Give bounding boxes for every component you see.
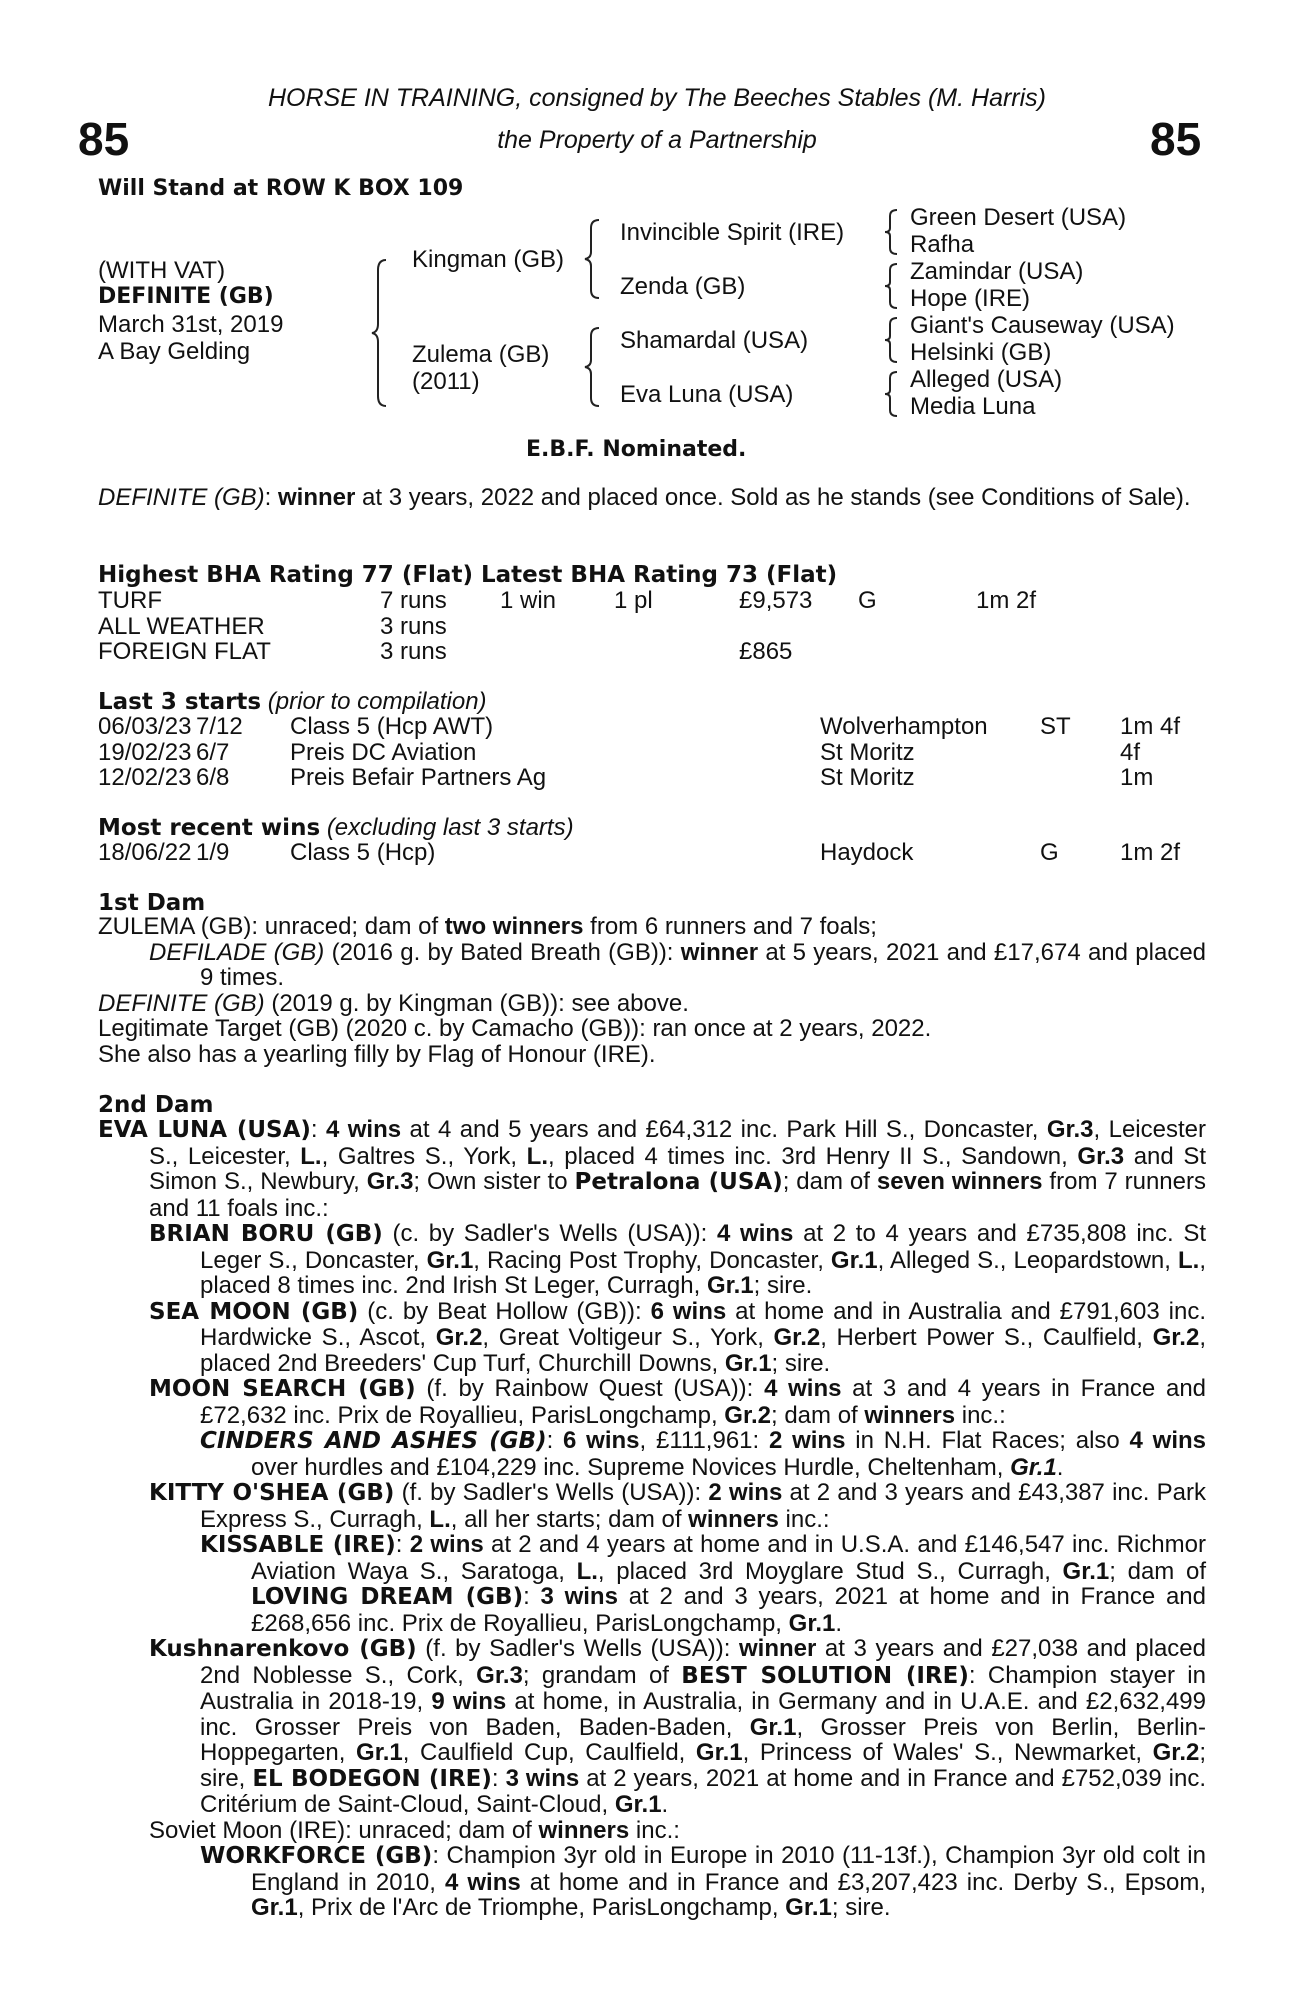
last-starts-note: (prior to compilation) [267,688,487,715]
recent-win-race: Class 5 (Hcp) [290,839,436,866]
last-start-row [98,739,1206,765]
rating-surface: FOREIGN FLAT [98,638,271,665]
last-start-pos: 6/8 [196,764,230,791]
last-start-race: Class 5 (Hcp AWT) [290,713,494,740]
rating-runs: 3 runs [380,612,447,640]
rating-row [98,638,1206,664]
foaling-date: March 31st, 2019 [98,311,284,338]
pedigree-brace-g1 [885,208,901,256]
second-dam-text: EVA LUNA (USA): 4 wins at 4 and 5 years and £64,312 inc. Park Hill S., Doncaster, Gr.3, Leicester S., Leicester, L., Galtres S., York, L., placed 4 times inc. 3rd Henry II S., Sandown, Gr.3 and St Simon S., Newbury, Gr.3; Own sister to Petralona (USA); dam of seven winners from 7 runners and 11 foals inc.: BRIAN BORU (GB) (c. by Sadler's Wells (USA)): 4 wins at 2 to 4 years and £735,808 inc. St Leger S., Doncaster, Gr.1, Racing Post Trophy, Doncaster, Gr.1, Alleged S., Leopardstown, L., placed 8 times inc. 2nd Irish St Leger, Curragh, Gr.1; sire. SEA MOON (GB) (c. by Beat Hollow (GB)): 6 wins at home and in Australia and £791,603 inc. Hardwicke S., Ascot, Gr.2, Great Voltigeur S., York, Gr.2, Herbert Power S., Caulfield, Gr.2, placed 2nd Breeders' Cup Turf, Churchill Downs, Gr.1; sire. MOON SEARCH (GB) (f. by Rainbow Quest (USA)): 4 wins at 3 and 4 years in France and £72,632 inc. Prix de Royallieu, ParisLongchamp, Gr.2; dam of winners inc.: CINDERS AND ASHES (GB): 6 wins, £111,961: 2 wins in N.H. Flat Races; also 4 wins over hurdles and £104,229 inc. Supreme Novices Hurdle, Cheltenham, Gr.1. KITTY O'SHEA (GB) (f. by Sadler's Wells (USA)): 2 wins at 2 and 3 years and £43,387 inc. Park Express S., Curragh, L., all her starts; dam of winners inc.: KISSABLE (IRE): 2 wins at 2 and 4 years at home and in U.S.A. and £146,547 inc. Richmor Aviation Waya S., Saratoga, L., placed 3rd Moyglare Stud S., Curragh, Gr.1; dam of LOVING DREAM (GB): 3 wins at 2 and 3 years, 2021 at home and in France and £268,656 inc. Prix de Royallieu, ParisLongchamp, Gr.1. Kushnarenkovo (GB) (f. by Sadler's Wells (USA)): winner at 3 years and £27,038 and placed 2nd Noblesse S., Cork, Gr.3; grandam of BEST SOLUTION (IRE): Champion stayer in Australia in 2018-19, 9 wins at home, in Australia, in Germany and in U.A.E. and £2,632,499 inc. Grosser Preis von Baden, Baden-Baden, Gr.1, Grosser Preis von Berlin, Berlin-Hoppegarten, Gr.1, Caulfield Cup, Caulfield, Gr.1, Princess of Wales' S., Newmarket, Gr.2; sire, EL BODEGON (IRE): 3 wins at 2 years, 2021 at home and in France and £752,039 inc. Critérium de Saint-Cloud, Saint-Cloud, Gr.1. Soviet Moon (IRE): unraced; dam of winners inc.: WORKFORCE (GB): Champion 3yr old in Europe in 2010 (11-13f.), Champion 3yr old colt in England in 2010, 4 wins at home and in France and £3,207,423 inc. Derby S., Epsom, Gr.1, Prix de l'Arc de Triomphe, ParisLongchamp, Gr.1; sire. [98,1116,1207,1921]
horse-name: DEFINITE (GB) [98,284,274,309]
first-dam-heading: 1st Dam [98,890,206,916]
rating-surface: ALL WEATHER [98,612,265,640]
last-start-course: Wolverhampton [820,713,988,740]
rating-going: G [858,587,877,614]
horse-summary: DEFINITE (GB): winner at 3 years, 2022 and placed once. Sold as he stands (see Conditions of Sale). [98,484,1191,511]
rating-prize: £9,573 [739,587,813,614]
rating-runs: 3 runs [380,638,447,665]
last-start-race: Preis DC Aviation [290,738,477,766]
last-start-date: 19/02/23 [98,738,192,766]
pedigree-brace-g4 [885,370,901,418]
last-start-dist: 4f [1120,738,1141,766]
ebf-nomination: E.B.F. Nominated. [526,437,747,462]
recent-wins-heading-line [98,814,574,842]
last-start-dist: 1m 4f [1120,713,1181,740]
last-start-row [98,764,1206,790]
pedigree-g7: Alleged (USA) [910,366,1063,393]
rating-surface: TURF [98,587,162,614]
pedigree-brace-main [372,258,392,408]
pedigree-g1: Green Desert (USA) [910,204,1127,231]
last-starts-heading: Last 3 starts [98,689,262,715]
stand-location: Will Stand at ROW K BOX 109 [98,176,464,201]
recent-win-pos: 1/9 [196,839,230,866]
last-start-dist: 1m [1120,764,1154,791]
pedigree-brace-sire [585,218,605,300]
pedigree-dam: Zulema (GB) [412,341,550,368]
rating-row [98,613,1206,639]
last-starts-heading-line [98,688,487,716]
last-start-row [98,713,1206,739]
pedigree-sire-dam: Zenda (GB) [620,273,746,300]
last-start-race: Preis Befair Partners Ag [290,764,547,791]
pedigree-brace-g3 [885,316,901,364]
rating-wins: 1 win [500,587,557,614]
pedigree-g2: Rafha [910,231,975,258]
second-dam-heading: 2nd Dam [98,1092,214,1118]
pedigree-dam-year: (2011) [412,368,480,395]
recent-win-row [98,839,1206,865]
pedigree-g3: Zamindar (USA) [910,258,1084,285]
pedigree-g6: Helsinki (GB) [910,339,1052,366]
consignor-line: HORSE IN TRAINING, consigned by The Beeches Stables (M. Harris) [267,84,1047,112]
last-start-course: St Moritz [820,738,915,766]
ratings-heading: Highest BHA Rating 77 (Flat) Latest BHA Rating 73 (Flat) [98,562,838,588]
last-start-date: 12/02/23 [98,764,192,791]
horse-description: A Bay Gelding [98,338,251,365]
pedigree-dam-sire: Shamardal (USA) [620,327,809,354]
rating-dist: 1m 2f [976,587,1037,614]
recent-win-dist: 1m 2f [1120,839,1181,866]
last-start-pos: 6/7 [196,738,230,766]
last-start-course: St Moritz [820,764,915,791]
lot-number-left: 85 [78,113,130,165]
rating-row [98,587,1206,613]
pedigree-g4: Hope (IRE) [910,285,1031,312]
rating-places: 1 pl [614,587,653,614]
recent-win-course: Haydock [820,839,914,866]
pedigree-g8: Media Luna [910,393,1036,420]
recent-wins-heading: Most recent wins [98,815,321,841]
recent-wins-note: (excluding last 3 starts) [326,814,574,841]
property-line: the Property of a Partnership [497,126,817,154]
recent-win-going: G [1040,839,1059,866]
last-start-pos: 7/12 [196,713,243,740]
pedigree-sire-sire: Invincible Spirit (IRE) [620,219,845,246]
pedigree-brace-g2 [885,262,901,310]
pedigree-sire: Kingman (GB) [412,246,565,273]
vat-note: (WITH VAT) [98,257,226,284]
lot-number-right: 85 [1150,113,1202,165]
rating-runs: 7 runs [380,587,447,614]
pedigree-brace-dam [585,326,605,408]
pedigree-dam-dam: Eva Luna (USA) [620,381,794,408]
last-start-date: 06/03/23 [98,713,192,740]
last-start-going: ST [1040,713,1071,740]
recent-win-date: 18/06/22 [98,839,192,866]
first-dam-text: ZULEMA (GB): unraced; dam of two winners from 6 runners and 7 foals; DEFILADE (GB) (2016 g. by Bated Breath (GB)): winner at 5 years, 2021 and £17,674 and placed 9 times. DEFINITE (GB) (2019 g. by Kingman (GB)): see above. Legitimate Target (GB) (2020 c. by Camacho (GB)): ran once at 2 years, 2022. She also has a yearling filly by Flag of Honour (IRE). [98,913,1207,1068]
pedigree-g5: Giant's Causeway (USA) [910,312,1175,339]
rating-prize: £865 [739,638,793,665]
